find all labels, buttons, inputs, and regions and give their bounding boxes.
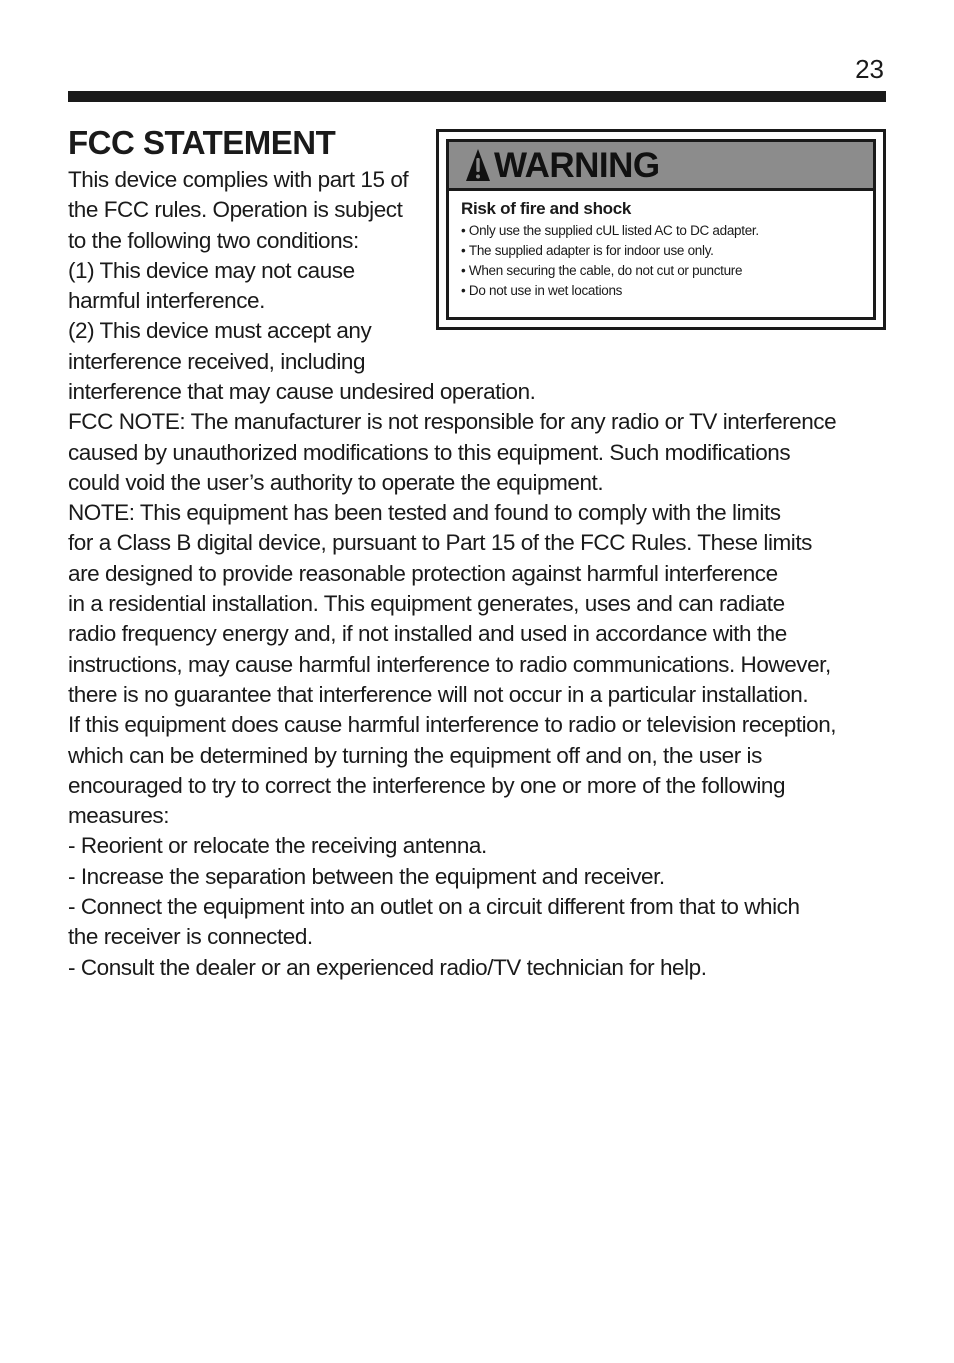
body-line: FCC NOTE: The manufacturer is not responsible for any radio or TV interference — [68, 409, 837, 435]
body-line: measures: — [68, 803, 169, 829]
warning-bullet: • Only use the supplied cUL listed AC to DC adapter. — [461, 221, 873, 241]
body-line: for a Class B digital device, pursuant to Part 15 of the FCC Rules. These limits — [68, 530, 812, 556]
intro-line: harmful interference. — [68, 288, 265, 314]
body-line: there is no guarantee that interference will not occur in a particular installation. — [68, 681, 809, 707]
warning-bullet: • The supplied adapter is for indoor use only. — [461, 241, 873, 261]
intro-line: interference received, including — [68, 348, 366, 374]
risk-title: Risk of fire and shock — [461, 199, 632, 218]
body-line: If this equipment does cause harmful interference to radio or television reception, — [68, 712, 837, 738]
body-line: - Reorient or relocate the receiving antenna. — [68, 833, 487, 859]
page-number: 23 — [855, 54, 884, 84]
body-line: radio frequency energy and, if not installed and used in accordance with the — [68, 621, 787, 647]
body-line: encouraged to try to correct the interference by one or more of the following — [68, 772, 786, 798]
warning-header — [449, 142, 873, 191]
body-line: caused by unauthorized modifications to this equipment. Such modifications — [68, 439, 791, 465]
warning-box — [436, 129, 886, 330]
fcc-body-text — [68, 377, 898, 983]
body-line: in a residential installation. This equipment generates, uses and can radiate — [68, 591, 785, 617]
body-line: - Consult the dealer or an experienced radio/TV technician for help. — [68, 954, 707, 980]
intro-line: (2) This device must accept any — [68, 318, 372, 344]
intro-line: the FCC rules. Operation is subject — [68, 197, 403, 223]
header-rule — [68, 91, 886, 102]
body-line: are designed to provide reasonable protection against harmful interference — [68, 560, 778, 586]
intro-paragraph — [68, 165, 428, 377]
body-line: NOTE: This equipment has been tested and found to comply with the limits — [68, 500, 781, 526]
body-line: interference that may cause undesired operation. — [68, 379, 536, 404]
warning-title: WARNING — [494, 145, 660, 185]
warning-bullet: • Do not use in wet locations — [461, 281, 873, 301]
body-line: could void the user’s authority to operate the equipment. — [68, 469, 604, 495]
warning-bullet: • When securing the cable, do not cut or puncture — [461, 261, 873, 281]
body-line: instructions, may cause harmful interference to radio communications. However, — [68, 651, 831, 677]
intro-line: (1) This device may not cause — [68, 257, 355, 283]
body-line: which can be determined by turning the equipment off and on, the user is — [68, 742, 762, 768]
warning-body — [449, 191, 873, 301]
intro-line: This device complies with part 15 of — [68, 167, 409, 192]
warning-bullet-list — [461, 221, 873, 301]
section-title: FCC STATEMENT — [68, 124, 336, 161]
warning-triangle-icon — [465, 147, 491, 183]
body-line: - Connect the equipment into an outlet on a circuit different from that to which — [68, 894, 800, 920]
warning-box-inner — [446, 139, 876, 320]
body-line: the receiver is connected. — [68, 924, 313, 950]
intro-line: to the following two conditions: — [68, 227, 359, 253]
body-line: - Increase the separation between the equipment and receiver. — [68, 863, 665, 889]
